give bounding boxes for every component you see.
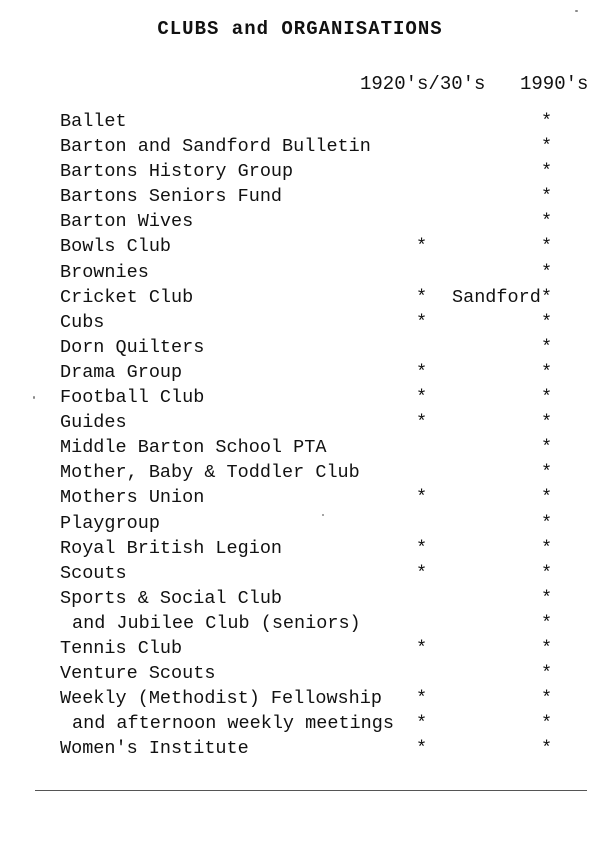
organisation-name: Weekly (Methodist) Fellowship xyxy=(60,688,382,710)
list-item xyxy=(0,310,600,335)
organisation-name: Barton and Sandford Bulletin xyxy=(60,136,371,158)
marker-1920s-30s: * xyxy=(416,361,428,383)
marker-1990s: * xyxy=(541,311,553,333)
marker-1990s: * xyxy=(541,336,553,358)
organisation-name: Drama Group xyxy=(60,361,183,383)
organisation-name: Sports & Social Club xyxy=(60,587,283,609)
list-item xyxy=(0,435,600,460)
marker-1920s-30s: * xyxy=(416,286,428,308)
organisation-name: Cubs xyxy=(60,311,105,333)
organisation-name: Mothers Union xyxy=(60,487,205,509)
organisation-name: Mother, Baby & Toddler Club xyxy=(60,462,360,484)
marker-1920s-30s: * xyxy=(416,688,428,710)
scan-speck xyxy=(575,10,578,12)
marker-1920s-30s: * xyxy=(416,412,428,434)
organisation-name: Ballet xyxy=(60,111,127,132)
organisation-name: Scouts xyxy=(60,562,127,584)
page-title: CLUBS and ORGANISATIONS xyxy=(157,18,443,40)
marker-1990s: * xyxy=(541,512,553,534)
list-item xyxy=(0,611,600,636)
marker-1990s: * xyxy=(541,111,553,132)
list-item xyxy=(0,385,600,410)
marker-1990s: * xyxy=(541,236,553,258)
organisations-list xyxy=(0,109,600,761)
marker-1990s: * xyxy=(541,462,553,484)
list-item xyxy=(0,234,600,259)
list-item xyxy=(0,511,600,536)
marker-1920s-30s: * xyxy=(416,713,428,735)
marker-1990s: * xyxy=(541,562,553,584)
marker-1990s: * xyxy=(541,136,553,158)
organisation-name: Women's Institute xyxy=(60,738,249,760)
organisation-name: Middle Barton School PTA xyxy=(60,437,327,459)
column-header-1990s: 1990's xyxy=(520,73,589,95)
organisation-name: Football Club xyxy=(60,387,205,409)
list-item xyxy=(0,736,600,761)
organisation-name: Bowls Club xyxy=(60,236,172,258)
organisation-name: Tennis Club xyxy=(60,637,183,659)
list-item xyxy=(0,661,600,686)
marker-1990s: * xyxy=(541,186,553,208)
list-item xyxy=(0,410,600,435)
marker-1990s: * xyxy=(541,211,553,233)
marker-1920s-30s: * xyxy=(416,537,428,559)
list-item xyxy=(0,209,600,234)
organisation-name: and Jubilee Club (seniors) xyxy=(72,612,361,634)
column-header-1920s-30s: 1920's/30's xyxy=(360,73,486,95)
organisation-name: Bartons History Group xyxy=(60,161,294,183)
marker-1990s: * xyxy=(541,387,553,409)
scan-speck xyxy=(33,396,35,399)
marker-1990s: * xyxy=(541,587,553,609)
list-item xyxy=(0,711,600,736)
organisation-name: Playgroup xyxy=(60,512,160,534)
organisation-name: Dorn Quilters xyxy=(60,336,205,358)
footer-divider xyxy=(35,790,587,791)
list-item xyxy=(0,686,600,711)
organisation-name: Venture Scouts xyxy=(60,663,216,685)
list-item xyxy=(0,636,600,661)
marker-1920s-30s: * xyxy=(416,387,428,409)
marker-1990s: * xyxy=(541,412,553,434)
list-item xyxy=(0,109,600,134)
list-item xyxy=(0,285,600,310)
marker-1990s: * xyxy=(541,161,553,183)
marker-1920s-30s: * xyxy=(416,487,428,509)
marker-1990s: * xyxy=(541,361,553,383)
marker-1990s: * xyxy=(541,688,553,710)
marker-1920s-30s: * xyxy=(416,738,428,760)
marker-1920s-30s: * xyxy=(416,637,428,659)
marker-1920s-30s: * xyxy=(416,236,428,258)
list-item xyxy=(0,586,600,611)
marker-1990s: * xyxy=(541,713,553,735)
marker-1990s: * xyxy=(541,612,553,634)
organisation-name: Royal British Legion xyxy=(60,537,283,559)
list-item xyxy=(0,360,600,385)
marker-1990s: * xyxy=(541,487,553,509)
marker-1990s: * xyxy=(541,537,553,559)
list-item xyxy=(0,184,600,209)
organisation-name: Barton Wives xyxy=(60,211,194,233)
organisation-name: and afternoon weekly meetings xyxy=(72,713,394,735)
list-item xyxy=(0,335,600,360)
list-item xyxy=(0,485,600,510)
organisation-name: Cricket Club xyxy=(60,286,194,308)
list-item xyxy=(0,260,600,285)
marker-1990s: * xyxy=(541,663,553,685)
list-item xyxy=(0,536,600,561)
organisation-name: Bartons Seniors Fund xyxy=(60,186,283,208)
marker-1990s: * xyxy=(541,261,553,283)
marker-1990s: Sandford* xyxy=(452,286,552,308)
marker-1990s: * xyxy=(541,738,553,760)
list-item xyxy=(0,159,600,184)
scan-speck xyxy=(322,514,324,516)
list-item xyxy=(0,460,600,485)
list-item xyxy=(0,134,600,159)
marker-1920s-30s: * xyxy=(416,311,428,333)
marker-1990s: * xyxy=(541,437,553,459)
organisation-name: Guides xyxy=(60,412,127,434)
marker-1990s: * xyxy=(541,637,553,659)
list-item xyxy=(0,561,600,586)
marker-1920s-30s: * xyxy=(416,562,428,584)
organisation-name: Brownies xyxy=(60,261,149,283)
